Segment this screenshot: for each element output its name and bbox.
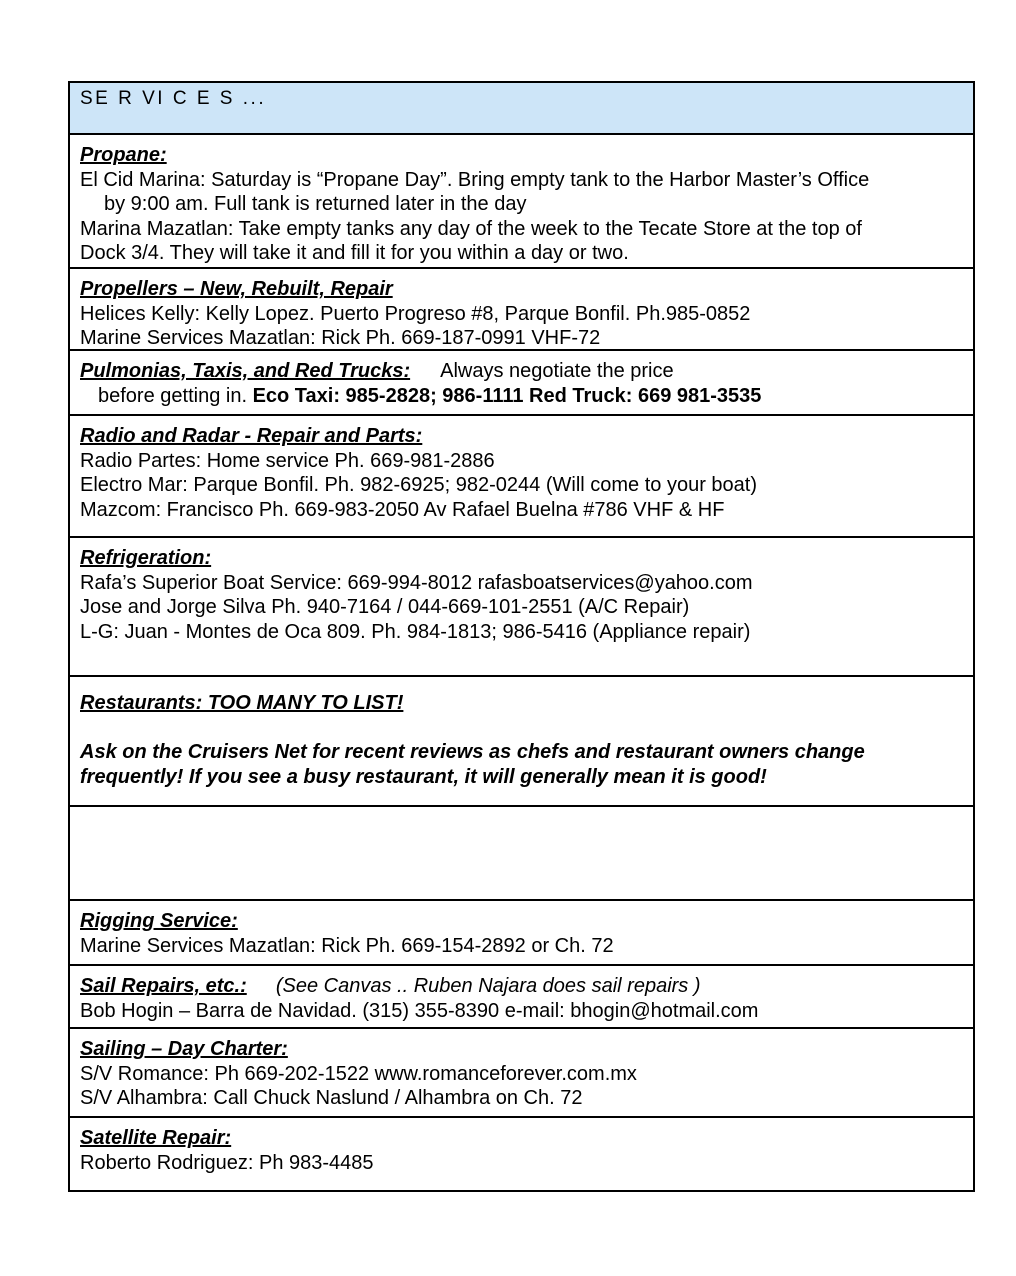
sailing-line: S/V Romance: Ph 669-202-1522 www.romanceforever.com.mx [80,1062,637,1085]
rigging-heading: Rigging Service: [80,910,238,932]
sailing-heading: Sailing – Day Charter: [80,1038,288,1060]
sail-heading: Sail Repairs, etc.: [80,975,247,997]
propane-line: Dock 3/4. They will take it and fill it for you within a day or two. [80,242,629,265]
pulmonias-heading: Pulmonias, Taxis, and Red Trucks: [80,360,411,382]
pulmonias-note: Always negotiate the price [440,360,674,382]
restaurants-heading: Restaurants: TOO MANY TO LIST! [80,692,404,714]
refrigeration-line: Rafa’s Superior Boat Service: 669-994-8012 rafasboatservices@yahoo.com [80,571,753,594]
refrigeration-heading: Refrigeration: [80,547,212,569]
propane-line: El Cid Marina: Saturday is “Propane Day”. Bring empty tank to the Harbor Master’s Office [80,168,870,191]
empty-row [70,805,973,899]
restaurants-line: frequently! If you see a busy restaurant, it will generally mean it is good! [80,765,767,788]
section-sail-repairs [70,964,973,1027]
propellers-line: Marine Services Mazatlan: Rick Ph. 669-187-0991 VHF-72 [80,327,601,350]
radio-line: Mazcom: Francisco Ph. 669-983-2050 Av Rafael Buelna #786 VHF & HF [80,498,725,521]
sailing-line: S/V Alhambra: Call Chuck Naslund / Alhambra on Ch. 72 [80,1087,583,1110]
refrigeration-line: L-G: Juan - Montes de Oca 809. Ph. 984-1813; 986-5416 (Appliance repair) [80,620,751,643]
sail-line: Bob Hogin – Barra de Navidad. (315) 355-8390 e-mail: bhogin@hotmail.com [80,999,759,1022]
propellers-line: Helices Kelly: Kelly Lopez. Puerto Progreso #8, Parque Bonfil. Ph.985-0852 [80,302,751,325]
satellite-heading: Satellite Repair: [80,1127,232,1149]
section-radio [70,414,973,536]
section-propellers [70,267,973,349]
services-table [68,81,975,1192]
satellite-line: Roberto Rodriguez: Ph 983-4485 [80,1151,374,1174]
section-pulmonias [70,349,973,414]
restaurants-line: Ask on the Cruisers Net for recent reviews as chefs and restaurant owners change [80,741,865,764]
pulmonias-plain: before getting in. [98,384,247,407]
radio-line: Electro Mar: Parque Bonfil. Ph. 982-6925; 982-0244 (Will come to your boat) [80,474,758,497]
section-satellite [70,1116,973,1190]
services-header [70,83,973,133]
radio-heading: Radio and Radar - Repair and Parts: [80,425,423,447]
propane-heading: Propane: [80,144,167,166]
section-propane [70,133,973,267]
pulmonias-taxi-numbers: Eco Taxi: 985-2828; 986-1111 Red Truck: 669 981-3535 [252,384,762,407]
propane-line: Marina Mazatlan: Take empty tanks any day of the week to the Tecate Store at the top of [80,217,862,240]
sail-note: (See Canvas .. Ruben Najara does sail repairs ) [275,975,701,997]
propane-line: by 9:00 am. Full tank is returned later in the day [104,193,527,216]
refrigeration-line: Jose and Jorge Silva Ph. 940-7164 / 044-669-101-2551 (A/C Repair) [80,596,690,619]
services-title: SE R VI C E S ... [80,88,267,109]
section-rigging [70,899,973,964]
section-refrigeration [70,536,973,675]
radio-line: Radio Partes: Home service Ph. 669-981-2886 [80,449,495,472]
rigging-line: Marine Services Mazatlan: Rick Ph. 669-154-2892 or Ch. 72 [80,934,614,957]
section-restaurants [70,675,973,805]
section-sailing [70,1027,973,1116]
propellers-heading: Propellers – New, Rebuilt, Repair [80,278,393,300]
